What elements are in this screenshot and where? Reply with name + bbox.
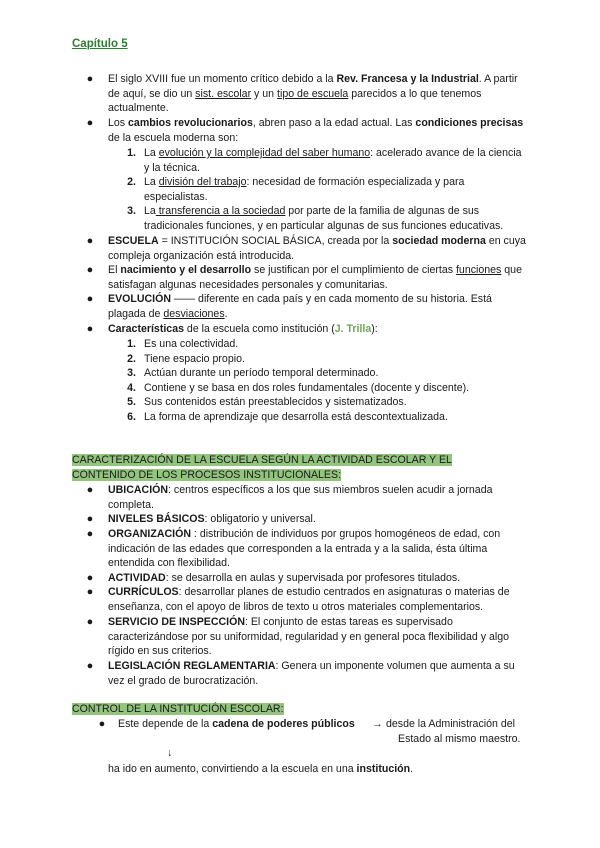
bullet-marker: ● [86,660,94,672]
text-span: Los [108,117,129,129]
underlined-span: evolución y la complejidad del saber humano [158,147,371,159]
list-number: 6. [127,411,136,423]
bullet-marker: ● [86,264,94,276]
text-span: se justifican por el cumplimiento de ciertas [251,264,456,276]
text-span: . [224,307,228,320]
section1-item [108,659,520,688]
underlined-span: sist. escolar [195,87,252,100]
list-number: 2. [127,353,136,365]
author-reference: J. Trilla [334,323,372,335]
control-bullet-line2: Estado al mismo maestro. [398,733,521,745]
text-span: que satisfagan algunas necesidades personales y comunitarias. [108,264,522,291]
underlined-span: desviaciones [163,307,225,320]
underlined-span: división del trabajo [158,176,247,188]
section1-item [108,571,520,586]
text-span: y un [251,87,278,100]
bold-span: Rev. Francesa y la Industrial [336,73,479,85]
term: ACTIVIDAD [108,572,166,584]
text-span: —— diferente en cada país y en cada momento de su historia. Está plagada de [108,293,492,320]
text-span: La [144,176,159,188]
underlined-span: tipo de escuela [277,87,349,100]
term: ORGANIZACIÓN [108,528,191,540]
bold-span: nacimiento y el desarrollo [120,264,252,276]
text-span: , abren paso a la edad actual. Las [252,117,416,129]
text-span: por parte de la familia de algunas de sus tradicionales funciones, y en particular algunas de sus funciones educativas. [144,205,504,232]
control-conclusion [108,762,413,777]
text-span: La [144,205,156,217]
condition-item-2 [144,175,529,204]
text-span: . [410,763,414,775]
term: LEGISLACIÓN REGLAMENTARIA [108,660,276,672]
list-number: 1. [127,147,136,159]
section1-item [108,527,520,571]
bold-span: institución [356,763,411,775]
list-number: 1. [127,338,136,350]
text-span: : acelerado avance de la ciencia y la técnica. [144,147,522,174]
text-span: Este depende de la [118,718,213,730]
text-span: ): [371,323,378,335]
characteristic-item: Actúan durante un período temporal determinado. [144,367,379,379]
characteristic-item: Sus contenidos están preestablecidos y sistematizados. [144,396,407,408]
text-span: La [144,147,159,159]
bullet-marker: ● [86,73,94,85]
text-span: El siglo XVIII fue un momento crítico debido a la [108,73,337,85]
section-heading-caracterizacion [72,453,452,482]
text-span: ha ido en aumento, convirtiendo a la escuela en una [108,763,357,775]
definition: : obligatorio y universal. [204,513,316,525]
text-span: : necesidad de formación especializada y para especialistas. [144,176,465,203]
definition: : distribución de individuos por grupos homogéneos de edad, con indicación de las edades que corresponden a la entrada y a la salida, ésta última entendida con flexibilidad. [108,528,501,570]
section1-item [108,483,520,512]
bullet-marker: ● [86,513,94,525]
heading-line: CONTENIDO DE LOS PROCESOS INSTITUCIONALES: [72,468,342,481]
mid-bullet-nacimiento [108,263,528,292]
text-span: de la escuela moderna son: [108,131,239,144]
chapter-title: Capítulo 5 [72,38,128,50]
characteristic-item: Es una colectividad. [144,338,239,350]
list-number: 3. [127,205,136,217]
term: CURRÍCULOS [108,586,179,598]
heading-line: CARACTERIZACIÓN DE LA ESCUELA SEGÚN LA ACTIVIDAD ESCOLAR Y EL [72,454,452,466]
definition: : centros específicos a los que sus miembros suelen acudir a jornada completa. [108,484,493,511]
underlined-span: funciones [455,264,502,276]
arrow-right-icon: → [372,718,383,730]
condition-item-3 [144,204,534,233]
bold-span: cambios revolucionarios [128,117,253,129]
bullet-marker: ● [86,528,94,540]
mid-bullet-caracteristicas [108,322,528,337]
arrow-down-icon: ↓ [167,747,173,759]
bullet-marker: ● [86,484,94,496]
control-bullet-tail: desde la Administración del [386,718,515,730]
underlined-span: transferencia a la sociedad [155,205,286,217]
bold-span: condiciones precisas [415,117,524,129]
mid-bullet-escuela [108,234,528,263]
bullet-marker: ● [86,117,94,129]
definition: : El conjunto de estas tareas es supervisado caracterizándose por su uniformidad, regularidad y en general poca flexibilidad y algo rígido en sus criterios. [108,616,510,658]
text-span: en cuya compleja organización está introducida. [108,235,526,262]
list-number: 2. [127,176,136,188]
characteristic-item: Contiene y se basa en dos roles fundamentales (docente y discente). [144,382,470,394]
heading-line: CONTROL DE LA INSTITUCIÓN ESCOLAR: [72,703,284,715]
text-span: = INSTITUCIÓN SOCIAL BÁSICA, creada por la [158,235,393,247]
text-span: parecidos a lo que tenemos actualmente. [108,87,482,115]
term: NIVELES BÁSICOS [108,513,205,525]
term: SERVICIO DE INSPECCIÓN [108,616,245,628]
bold-span: ESCUELA [108,235,159,247]
term: UBICACIÓN [108,484,169,496]
definition: : se desarrolla en aulas y supervisada por profesores titulados. [165,572,461,584]
control-bullet [118,717,355,732]
definition: : Genera un imponente volumen que aumenta a su vez el grado de burocratización. [108,660,515,687]
list-number: 4. [127,382,136,394]
intro-bullet-1 [108,72,528,116]
section1-item [108,512,520,527]
text-span: . A partir de aquí, se dio un [108,73,518,100]
bold-span: cadena de poderes públicos [212,718,355,730]
bullet-marker: ● [98,718,106,730]
bold-span: sociedad moderna [392,235,486,247]
characteristic-item: Tiene espacio propio. [144,353,245,365]
bold-span: Características [108,323,184,335]
mid-bullet-evolucion [108,292,528,321]
section1-item [108,585,520,614]
bullet-marker: ● [86,572,94,584]
text-span: El [108,264,121,276]
list-number: 3. [127,367,136,379]
section-heading-control [72,702,284,717]
bullet-marker: ● [86,586,94,598]
bullet-marker: ● [86,616,94,628]
bold-span: EVOLUCIÓN [108,293,171,305]
definition: : desarrollar planes de estudio centrados en asignaturas o materias de enseñanza, con el apoyo de libros de texto u otros materiales complementarios. [108,586,510,613]
bullet-marker: ● [86,323,94,335]
condition-item-1 [144,146,529,175]
section1-item [108,615,520,659]
characteristic-item: La forma de aprendizaje que desarrolla está descontextualizada. [144,411,448,423]
bullet-marker: ● [86,235,94,247]
text-span: de la escuela como institución ( [183,323,335,335]
intro-bullet-2 [108,116,528,145]
list-number: 5. [127,396,136,408]
bullet-marker: ● [86,293,94,305]
